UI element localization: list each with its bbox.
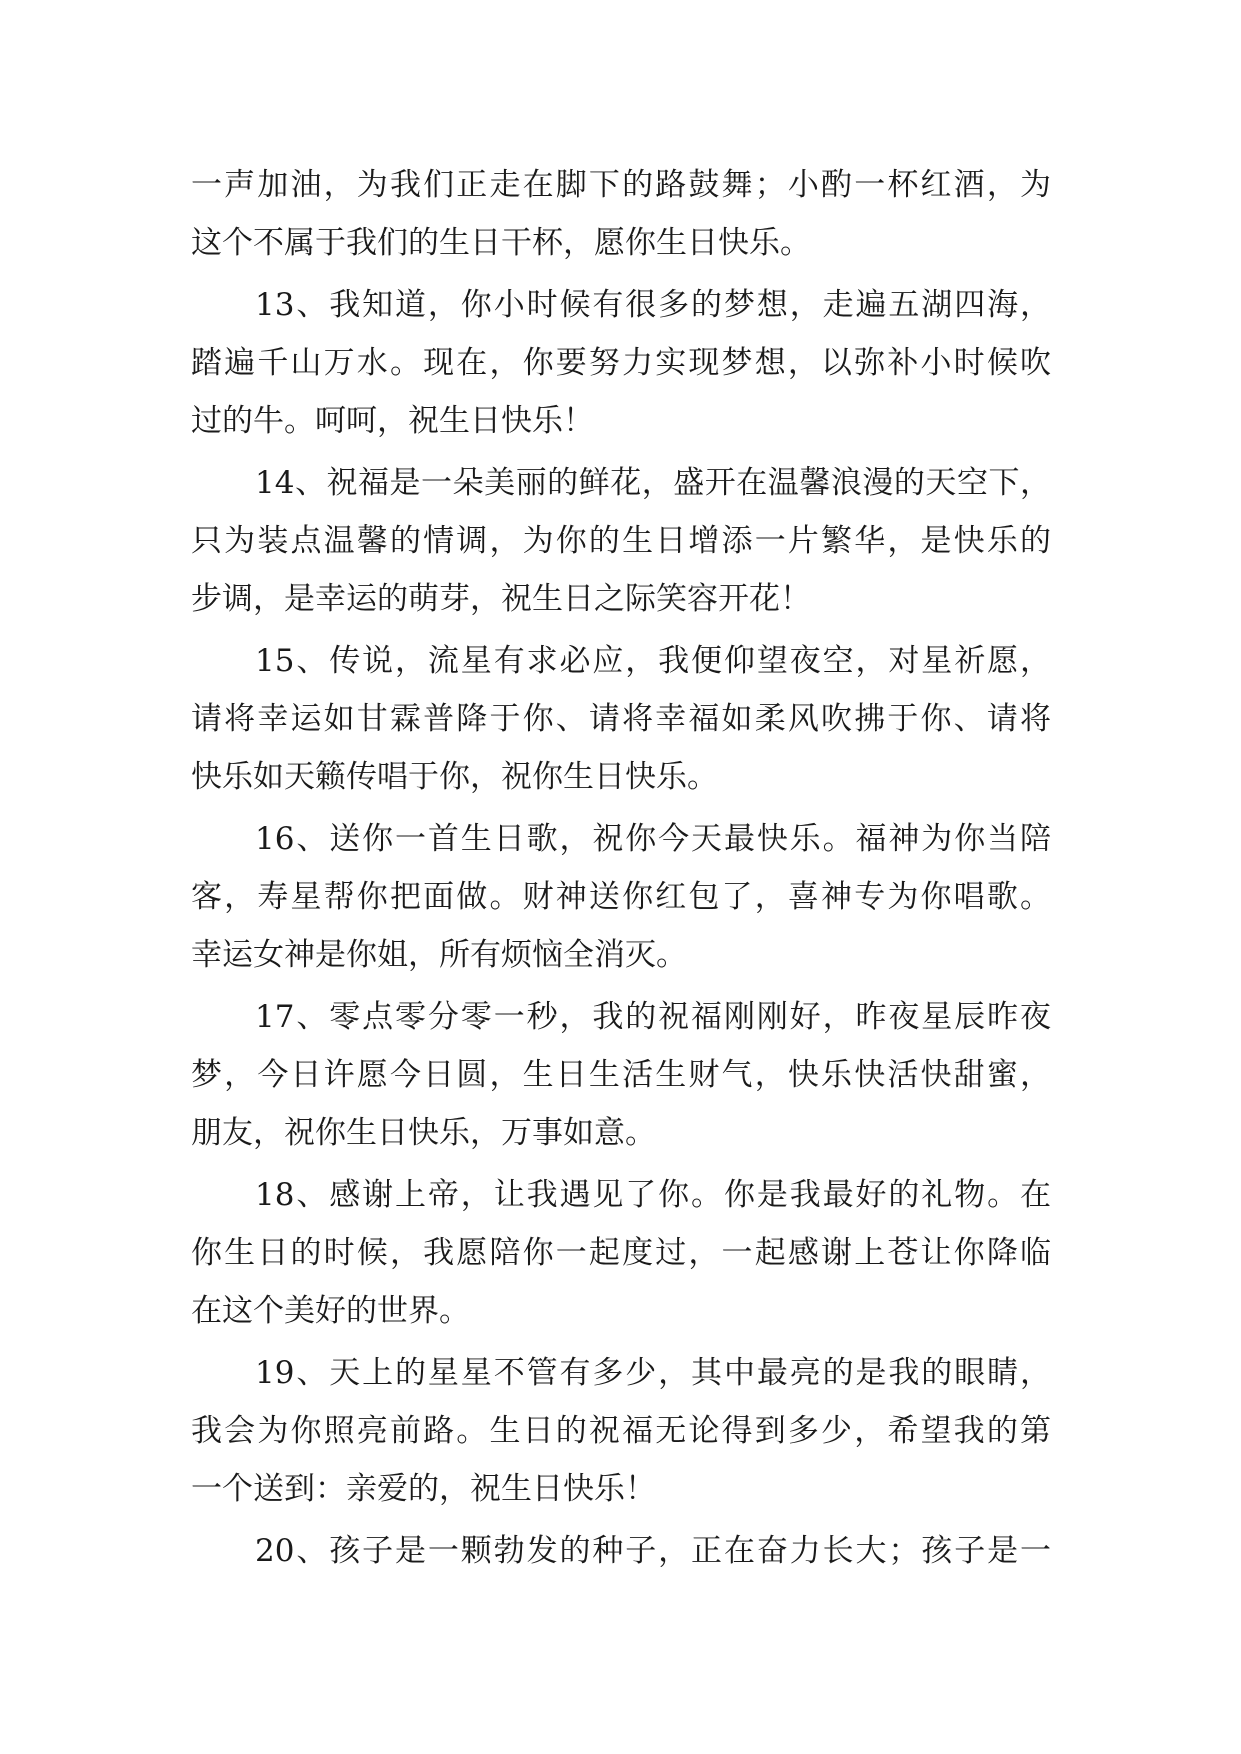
text-line: 快乐如天籁传唱于你，祝你生日快乐。 (191, 759, 718, 795)
text-line: 这个不属于我们的生日干杯，愿你生日快乐。 (191, 225, 811, 261)
text-line: 你生日的时候，我愿陪你一起度过，一起感谢上苍让你降临 (191, 1235, 1051, 1271)
text-line: 梦，今日许愿今日圆，生日生活生财气，快乐快活快甜蜜， (191, 1057, 1051, 1093)
paragraph-20-line: 20、孩子是一颗勃发的种子，正在奋力长大；孩子是一 (255, 1533, 1051, 1569)
text-line: 幸运女神是你姐，所有烦恼全消灭。 (191, 937, 687, 973)
paragraph-18-line: 18、感谢上帝，让我遇见了你。你是我最好的礼物。在 (255, 1177, 1051, 1213)
text-line: 只为装点温馨的情调，为你的生日增添一片繁华，是快乐的 (191, 523, 1051, 559)
text-line: 步调，是幸运的萌芽，祝生日之际笑容开花！ (191, 581, 811, 617)
text-line: 请将幸运如甘霖普降于你、请将幸福如柔风吹拂于你、请将 (191, 701, 1051, 737)
paragraph-14-line: 14、祝福是一朵美丽的鲜花，盛开在温馨浪漫的天空下， (255, 465, 1051, 501)
paragraph-16-line: 16、送你一首生日歌，祝你今天最快乐。福神为你当陪 (255, 821, 1051, 857)
text-line: 过的牛。呵呵，祝生日快乐！ (191, 403, 594, 439)
text-line: 踏遍千山万水。现在，你要努力实现梦想，以弥补小时候吹 (191, 345, 1051, 381)
text-line: 我会为你照亮前路。生日的祝福无论得到多少，希望我的第 (191, 1413, 1051, 1449)
paragraph-13-line: 13、我知道，你小时候有很多的梦想，走遍五湖四海， (255, 287, 1051, 323)
text-line: 客，寿星帮你把面做。财神送你红包了，喜神专为你唱歌。 (191, 879, 1051, 915)
text-line: 一声加油，为我们正走在脚下的路鼓舞；小酌一杯红酒，为 (191, 167, 1051, 203)
paragraph-19-line: 19、天上的星星不管有多少，其中最亮的是我的眼睛， (255, 1355, 1051, 1391)
paragraph-17-line: 17、零点零分零一秒，我的祝福刚刚好，昨夜星辰昨夜 (255, 999, 1051, 1035)
text-line: 朋友，祝你生日快乐，万事如意。 (191, 1115, 656, 1151)
text-line: 在这个美好的世界。 (191, 1293, 470, 1329)
text-line: 一个送到：亲爱的，祝生日快乐！ (191, 1471, 656, 1507)
paragraph-15-line: 15、传说，流星有求必应，我便仰望夜空，对星祈愿， (255, 643, 1051, 679)
